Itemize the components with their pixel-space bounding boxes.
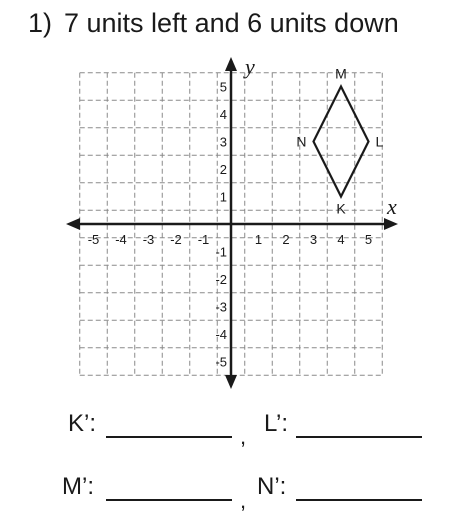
vertex-label-m: M [335,65,347,82]
answer-label-n: N’: [257,473,287,500]
y-tick-label: -5 [215,354,227,370]
x-tick-label: 2 [282,232,290,247]
y-tick-label: 4 [219,107,227,122]
answer-blank-k[interactable] [106,436,232,438]
y-tick-label: -1 [215,244,227,260]
x-tick-label: -1 [197,232,210,247]
x-tick-label: 5 [364,232,373,247]
answer-blank-m[interactable] [106,499,232,501]
y-tick-label: -2 [215,272,227,287]
x-tick-label: 4 [337,232,345,247]
answer-label-k: K’: [68,410,97,437]
vertex-label-l: L [375,133,384,150]
y-tick-label: 2 [219,162,227,177]
y-tick-label: 5 [219,79,227,95]
comma-separator: , [240,424,247,449]
problem-instruction: 7 units left and 6 units down [64,8,399,38]
answer-label-l: L’: [264,410,289,437]
y-tick-label: -3 [215,299,227,315]
x-tick-label: 3 [309,232,318,247]
vertex-label-k: K [336,200,346,217]
x-tick-label: -5 [87,232,100,247]
problem-number: 1) [28,8,53,38]
y-axis-label: y [245,54,255,79]
y-tick-label: 1 [219,189,227,205]
answer-blank-l[interactable] [296,436,422,438]
x-tick-label: -4 [115,232,127,247]
comma-separator: , [240,488,247,513]
x-tick-label: -3 [142,232,155,247]
x-axis-label: x [387,194,397,219]
y-tick-label: 3 [219,134,227,150]
answer-blank-n[interactable] [296,499,422,501]
answer-label-m: M’: [62,473,94,500]
x-tick-label: 1 [254,232,263,247]
vertex-label-n: N [296,133,307,150]
x-tick-label: -2 [170,232,182,247]
y-tick-label: -4 [215,327,227,342]
